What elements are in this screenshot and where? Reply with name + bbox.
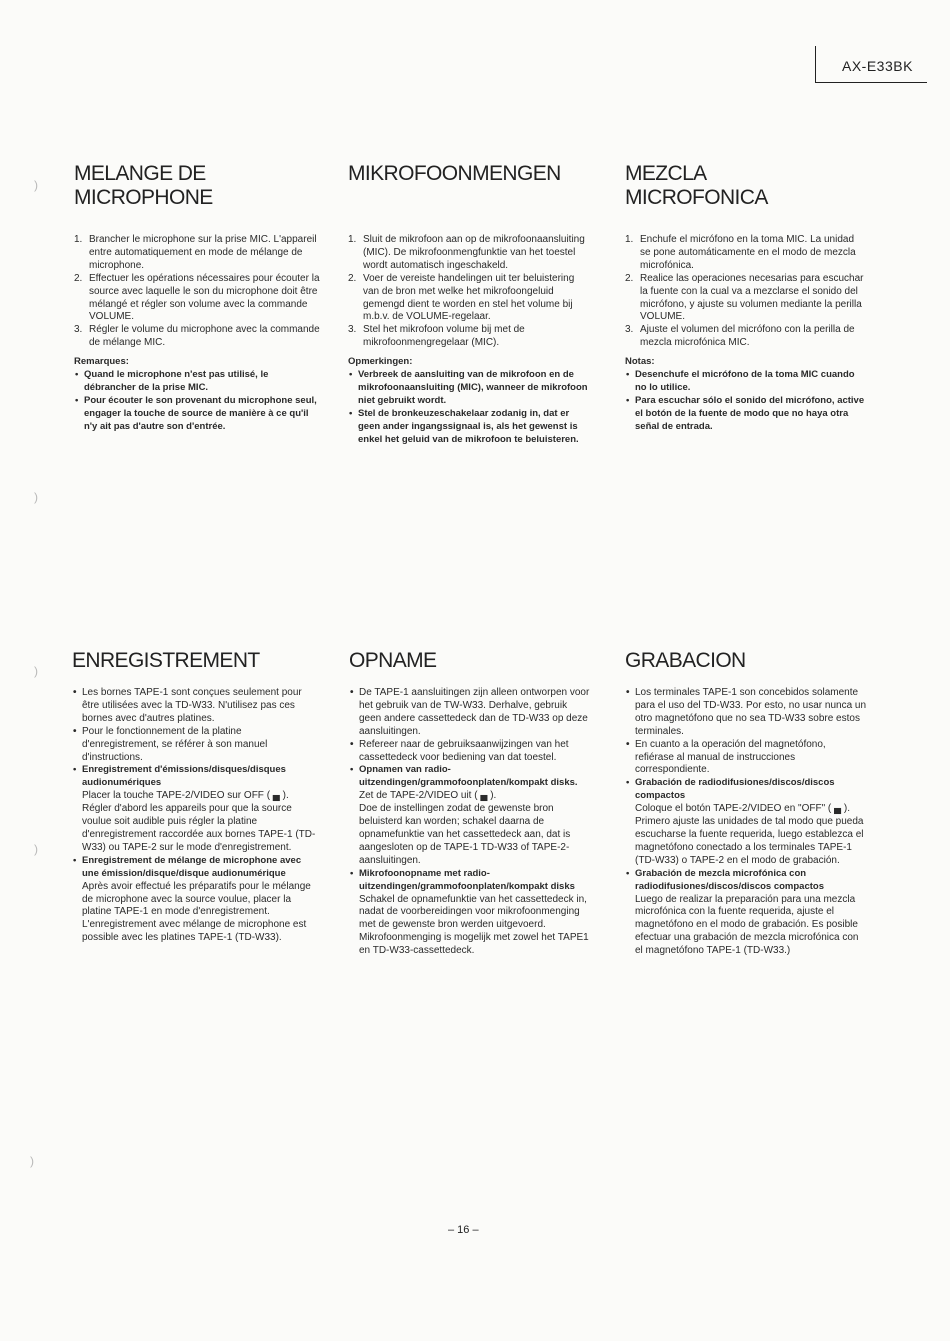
step-number: 2. [348, 272, 357, 284]
instruction-text: Régler d'abord les appareils pour que la source voulue soit audible puis régler la platine d'enregistrement raccordée aux bornes TAPE-1 (TD-W33) ou TAPE-2 sur le mode d'enregistrement. [82, 803, 316, 853]
notes-title: Opmerkingen: [348, 356, 413, 368]
recording-section-fr [72, 649, 316, 945]
step-item [74, 273, 320, 325]
recording-section-nl [349, 649, 591, 958]
bullet-item: • Los terminales TAPE-1 son concebidos solamente para el uso del TD-W33. Por esto, no usar nunca un otro magnetófono que no sea TD-W33 sobre estos terminales. [625, 687, 867, 739]
mixing-section-nl [348, 162, 591, 447]
title-line: MIKROFOONMENGEN [348, 162, 561, 185]
bullet-heading: • Mikrofoonopname met radio-uitzendingen/grammofoonplaten/kompakt disks [349, 868, 591, 894]
bullet-heading: • Enregistrement de mélange de microphone avec une émission/disque/disque audionumérique [72, 855, 316, 881]
title-line: MEZCLA [625, 162, 707, 185]
note-item: • Stel de bronkeuzeschakelaar zodanig in, dat er geen ander ingangssignaal is, als het gewenst is enkel het geluid van de mikrofoon te beluisteren. [348, 408, 591, 447]
step-number: 3. [348, 324, 357, 336]
instruction-text: Primero ajuste las unidades de tal modo que pueda escucharse la fuente requerida, luego establezca el magnetófono conectado a los terminales TAPE-1 (TD-W33) o TAPE-2 en el modo de grabación. [635, 816, 864, 866]
instruction-text: Coloque el botón TAPE-2/VIDEO en "OFF" ( ▄ ). [635, 803, 851, 815]
bullet-heading: • Opnamen van radio-uitzendingen/grammofoonplaten/kompakt disks. [349, 764, 591, 790]
instruction-text: Doe de instellingen zodat de gewenste bron beluisterd kan worden; schakel daarna de opnamefunktie van het cassettedeck aan, dat is aangesloten op de TAPE-1 TD-W33 of TAPE-2-aansluitingen. [359, 803, 571, 866]
title-line: MICROFONICA [625, 186, 768, 209]
step-text: Brancher le microphone sur la prise MIC. L'appareil entre automatiquement en mode de mélange de microphone. [89, 234, 317, 271]
step-text: Stel het mikrofoon volume bij met de mikrofoonmengregelaar (MIC). [363, 324, 525, 349]
step-item [348, 324, 591, 350]
recording-section-es [625, 649, 867, 958]
step-item [625, 234, 865, 273]
punch-hole-mark: ) [34, 490, 38, 504]
note-item: • Para escuchar sólo el sonido del micrófono, active el botón de la fuente de modo que no haya otra señal de entrada. [625, 395, 865, 434]
mixing-section-es [625, 162, 865, 434]
step-item [348, 234, 591, 273]
step-item [625, 324, 865, 350]
title-line: MELANGE DE [74, 162, 206, 185]
steps-list [625, 234, 865, 350]
model-number: AX-E33BK [842, 58, 913, 74]
bullet-heading: • Grabación de mezcla microfónica con radiodifusiones/discos/discos compactos [625, 868, 867, 894]
title-line: MICROPHONE [74, 186, 213, 209]
step-number: 3. [74, 324, 83, 336]
section-title: ENREGISTREMENT [72, 649, 260, 672]
section-title: OPNAME [349, 649, 437, 672]
note-item: • Verbreek de aansluiting van de mikrofoon en de mikrofoonaansluiting (MIC), wanneer de mikrofoon niet gebruikt wordt. [348, 369, 591, 408]
punch-hole-mark: ) [34, 664, 38, 678]
bullet-item: • Pour le fonctionnement de la platine d'enregistrement, se référer à son manuel d'instructions. [72, 726, 316, 765]
notes-title: Notas: [625, 356, 655, 368]
mixing-section-fr [74, 162, 320, 434]
instruction-text: Schakel de opnamefunktie van het cassettedeck in, nadat de voorbereidingen voor mikrofoonmenging met de gewenste bron werden uitgevoerd. Mikrofoonmenging is mogelijk met zowel het TAPE1 en TD-W33-cassettedeck. [359, 893, 589, 957]
step-text: Voer de vereiste handelingen uit ter beluistering van de bron met welke het mikrofoongeluid gemengd dient te worden en stel het volume bij m.b.v. de VOLUME-regelaar. [363, 272, 575, 323]
step-number: 2. [74, 272, 83, 284]
punch-hole-mark: ) [30, 1154, 34, 1168]
step-item [348, 273, 591, 325]
step-number: 1. [348, 234, 357, 245]
note-item: • Quand le microphone n'est pas utilisé, le débrancher de la prise MIC. [74, 369, 320, 395]
bullet-item: • Les bornes TAPE-1 sont conçues seulement pour être utilisées avec la TD-W33. N'utilisez pas ces bornes avec d'autres platines. [72, 687, 316, 726]
instruction-text: Placer la touche TAPE-2/VIDEO sur OFF ( ▄ ). [82, 790, 289, 802]
bullet-item: • En cuanto a la operación del magnetófono, refiérase al manual de instrucciones correspondiente. [625, 739, 867, 778]
step-number: 3. [625, 324, 634, 336]
step-text: Ajuste el volumen del micrófono con la perilla de mezcla microfónica MIC. [640, 324, 855, 349]
punch-hole-mark: ) [34, 842, 38, 856]
page-number: – 16 – [448, 1224, 479, 1236]
bullet-item: • Refereer naar de gebruiksaanwijzingen van het cassettedeck voor bediening van dat toestel. [349, 739, 591, 765]
punch-hole-mark: ) [34, 178, 38, 192]
step-text: Régler le volume du microphone avec la commande de mélange MIC. [89, 324, 320, 349]
step-text: Sluit de mikrofoon aan op de mikrofoonaansluiting (MIC). De mikrofoonmengfunktie van het toestel wordt automatisch ingeschakeld. [363, 234, 585, 271]
bullet-heading: • Enregistrement d'émissions/disques/disques audionumériques [72, 764, 316, 790]
section-title [74, 162, 320, 210]
note-item: • Pour écouter le son provenant du microphone seul, engager la touche de source de manière à ce qu'il n'y ait pas d'autre son d'entrée. [74, 395, 320, 434]
step-item [74, 324, 320, 350]
step-item [74, 234, 320, 273]
section-title [348, 162, 591, 186]
step-number: 1. [625, 234, 634, 245]
instruction-text: Luego de realizar la preparación para una mezcla microfónica con la fuente requerida, ajuste el magnetófono en el modo de grabación. Es posible efectuar una grabación de mezcla microfónica con el magnetófono TAPE-1 (TD-W33.) [635, 893, 859, 957]
instruction-text: Après avoir effectué les préparatifs pour le mélange de microphone avec la source voulue, placer la platine TAPE-1 en mode d'enregistrement. L'enregistrement avec mélange de microphone est possible avec les platines TAPE-1 (TD-W33). [82, 880, 311, 944]
step-text: Effectuer les opérations nécessaires pour écouter la source avec laquelle le son du microphone doit être mélangé et régler son volume avec la commande VOLUME. [89, 272, 320, 323]
step-text: Realice las operaciones necesarias para escuchar la fuente con la cual va a mezclarse el sonido del micrófono, y ajuste su volumen mediante la perilla VOLUME. [640, 272, 864, 323]
step-text: Enchufe el micrófono en la toma MIC. La unidad se pone automáticamente en el modo de mezcla microfónica. [640, 234, 856, 271]
note-item: • Desenchufe el micrófono de la toma MIC cuando no lo utilice. [625, 369, 865, 395]
step-number: 2. [625, 272, 634, 284]
steps-list [348, 234, 591, 350]
bullet-item: • De TAPE-1 aansluitingen zijn alleen ontworpen voor het gebruik van de TW-W33. Derhalve, gebruik geen andere cassettedeck dan de TD-W33 op deze aansluitingen. [349, 687, 591, 739]
bullet-heading: • Grabación de radiodifusiones/discos/discos compactos [625, 777, 867, 803]
instruction-text: Zet de TAPE-2/VIDEO uit ( ▄ ). [359, 790, 497, 802]
section-title: GRABACION [625, 649, 746, 672]
notes-title: Remarques: [74, 356, 129, 368]
step-item [625, 273, 865, 325]
section-title [625, 162, 865, 210]
steps-list [74, 234, 320, 350]
step-number: 1. [74, 234, 83, 245]
